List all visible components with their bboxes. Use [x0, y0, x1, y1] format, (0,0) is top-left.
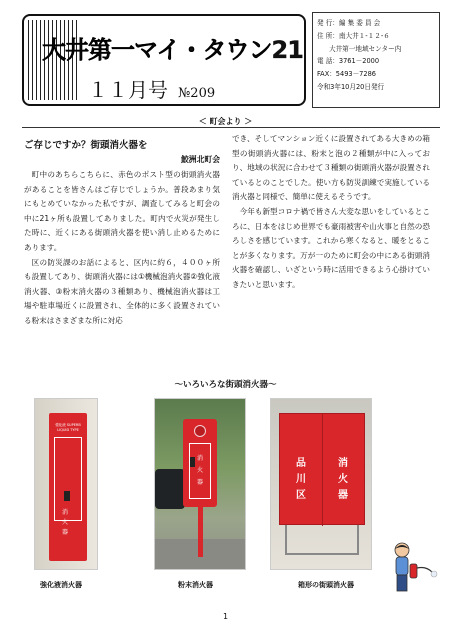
section-divider — [22, 127, 440, 128]
extinguisher-tank — [410, 564, 417, 578]
publisher-address: 住 所：南大井１-１２-６ — [317, 31, 390, 40]
article-paragraph-3: 今年も新型コロナ禍で皆さん大変な思いをしているところに、日本をはじめ世界でも豪雨被害や山火事と自然の恐ろしさを感じています。これから寒くなると、暖をとることが多くなります。万が一のために町会の中にある街頭消火器を確認し、いざという時に活用できるよう心掛けていきたいと思います。 — [232, 206, 430, 289]
box-extinguisher-stand — [285, 525, 359, 555]
publisher-info — [312, 12, 440, 108]
extinguisher-hose — [417, 568, 432, 573]
powder-char-1: 消 — [197, 455, 204, 462]
issue-month: １１月号 — [88, 78, 168, 102]
person-body — [396, 557, 408, 575]
parked-car — [155, 469, 185, 509]
article-paragraph-2-cont: でき、そしてマンション近くに設置されてある大きめの箱型の街頭消火器には、粉末と泡の２種類が中に入っており、地域の状況に合わせて３種類の街頭消火器が設置されているとのことでした。使い方も防災訓練で実施している消火器と同様で、簡単に使えるそうです。 — [232, 134, 430, 202]
masthead — [22, 14, 306, 106]
box-right-char-3: 器 — [338, 490, 348, 501]
photos-title: ～いろいろな街頭消火器～ — [174, 380, 277, 390]
photo-liquid-extinguisher — [34, 398, 98, 570]
liquid-extinguisher-label: 強化液 SUPERB LIQUID TYPE — [55, 423, 81, 432]
box-left-char-3: 区 — [296, 490, 306, 501]
liquid-extinguisher-handle — [64, 491, 70, 501]
powder-extinguisher-post — [198, 507, 203, 557]
article-column-left — [24, 140, 220, 329]
box-extinguisher-cabinet — [279, 413, 365, 525]
box-left-char-1: 品 — [296, 458, 306, 469]
box-right-char-2: 火 — [338, 474, 348, 485]
box-cabinet-door-split — [322, 414, 323, 526]
newsletter-title: 大井第一マイ・タウン21 — [42, 36, 303, 64]
person-legs — [397, 575, 407, 591]
box-left-char-2: 川 — [296, 474, 306, 485]
page-number: 1 — [222, 612, 229, 621]
powder-extinguisher-box — [183, 419, 217, 507]
issue-number: №209 — [178, 86, 216, 101]
photo-powder-extinguisher — [154, 398, 246, 570]
article-column-right — [232, 132, 430, 293]
article-paragraph-1: 町中のあちらこちらに、赤色のポスト型の街頭消火器があることを皆さんはご存じでしょうか。普段あまり気にもとめていなかった私ですが、調査してみると町会の中に21ヶ所も設置してありました。町内で火災が発生した時に、近くにある街頭消火器を使い消し止めるためにあります。 — [24, 170, 220, 252]
extinguisher-spray — [431, 571, 437, 577]
section-label: ＜ 町会より ＞ — [198, 117, 253, 126]
firefighter-illustration — [388, 540, 438, 600]
powder-extinguisher-window — [194, 425, 206, 437]
caption-box: 箱形の街頭消火器 — [298, 581, 354, 589]
article-title: ご存じですか？街頭消火器を — [24, 140, 148, 151]
publisher-issuer: 発 行：編 集 委 員 会 — [317, 19, 381, 27]
powder-char-3: 器 — [197, 479, 204, 486]
caption-powder: 粉末消火器 — [178, 581, 213, 589]
publisher-center: 大井第一地域センター内 — [329, 44, 402, 53]
liquid-char-3: 器 — [62, 529, 69, 536]
caption-liquid: 強化液消火器 — [40, 581, 82, 589]
publisher-fax: FAX：5493－7286 — [317, 70, 376, 79]
article-paragraph-2: 区の防災課のお話によると、区内に約６，４００ヶ所も設置してあり、街頭消火器には①機械泡消火器②強化液消火器、③粉末消火器の３種類あり、機械泡消火器は工場や駐車場近くに設置され、全体的に多く設置されている粉末はさまざまな所に対応 — [24, 257, 220, 325]
powder-extinguisher-handle — [190, 457, 195, 467]
publisher-phone: 電 話：3761－2000 — [317, 57, 380, 66]
liquid-extinguisher-box — [49, 413, 87, 561]
liquid-char-2: 火 — [62, 519, 69, 526]
issue-label — [88, 74, 215, 103]
article-author: 鮫洲北町会 — [181, 155, 220, 164]
box-right-char-1: 消 — [338, 458, 348, 469]
liquid-char-1: 消 — [62, 509, 69, 516]
powder-char-2: 火 — [197, 467, 204, 474]
photo-box-extinguisher — [270, 398, 372, 570]
publisher-date: 令和3年10月20日発行 — [317, 82, 385, 91]
